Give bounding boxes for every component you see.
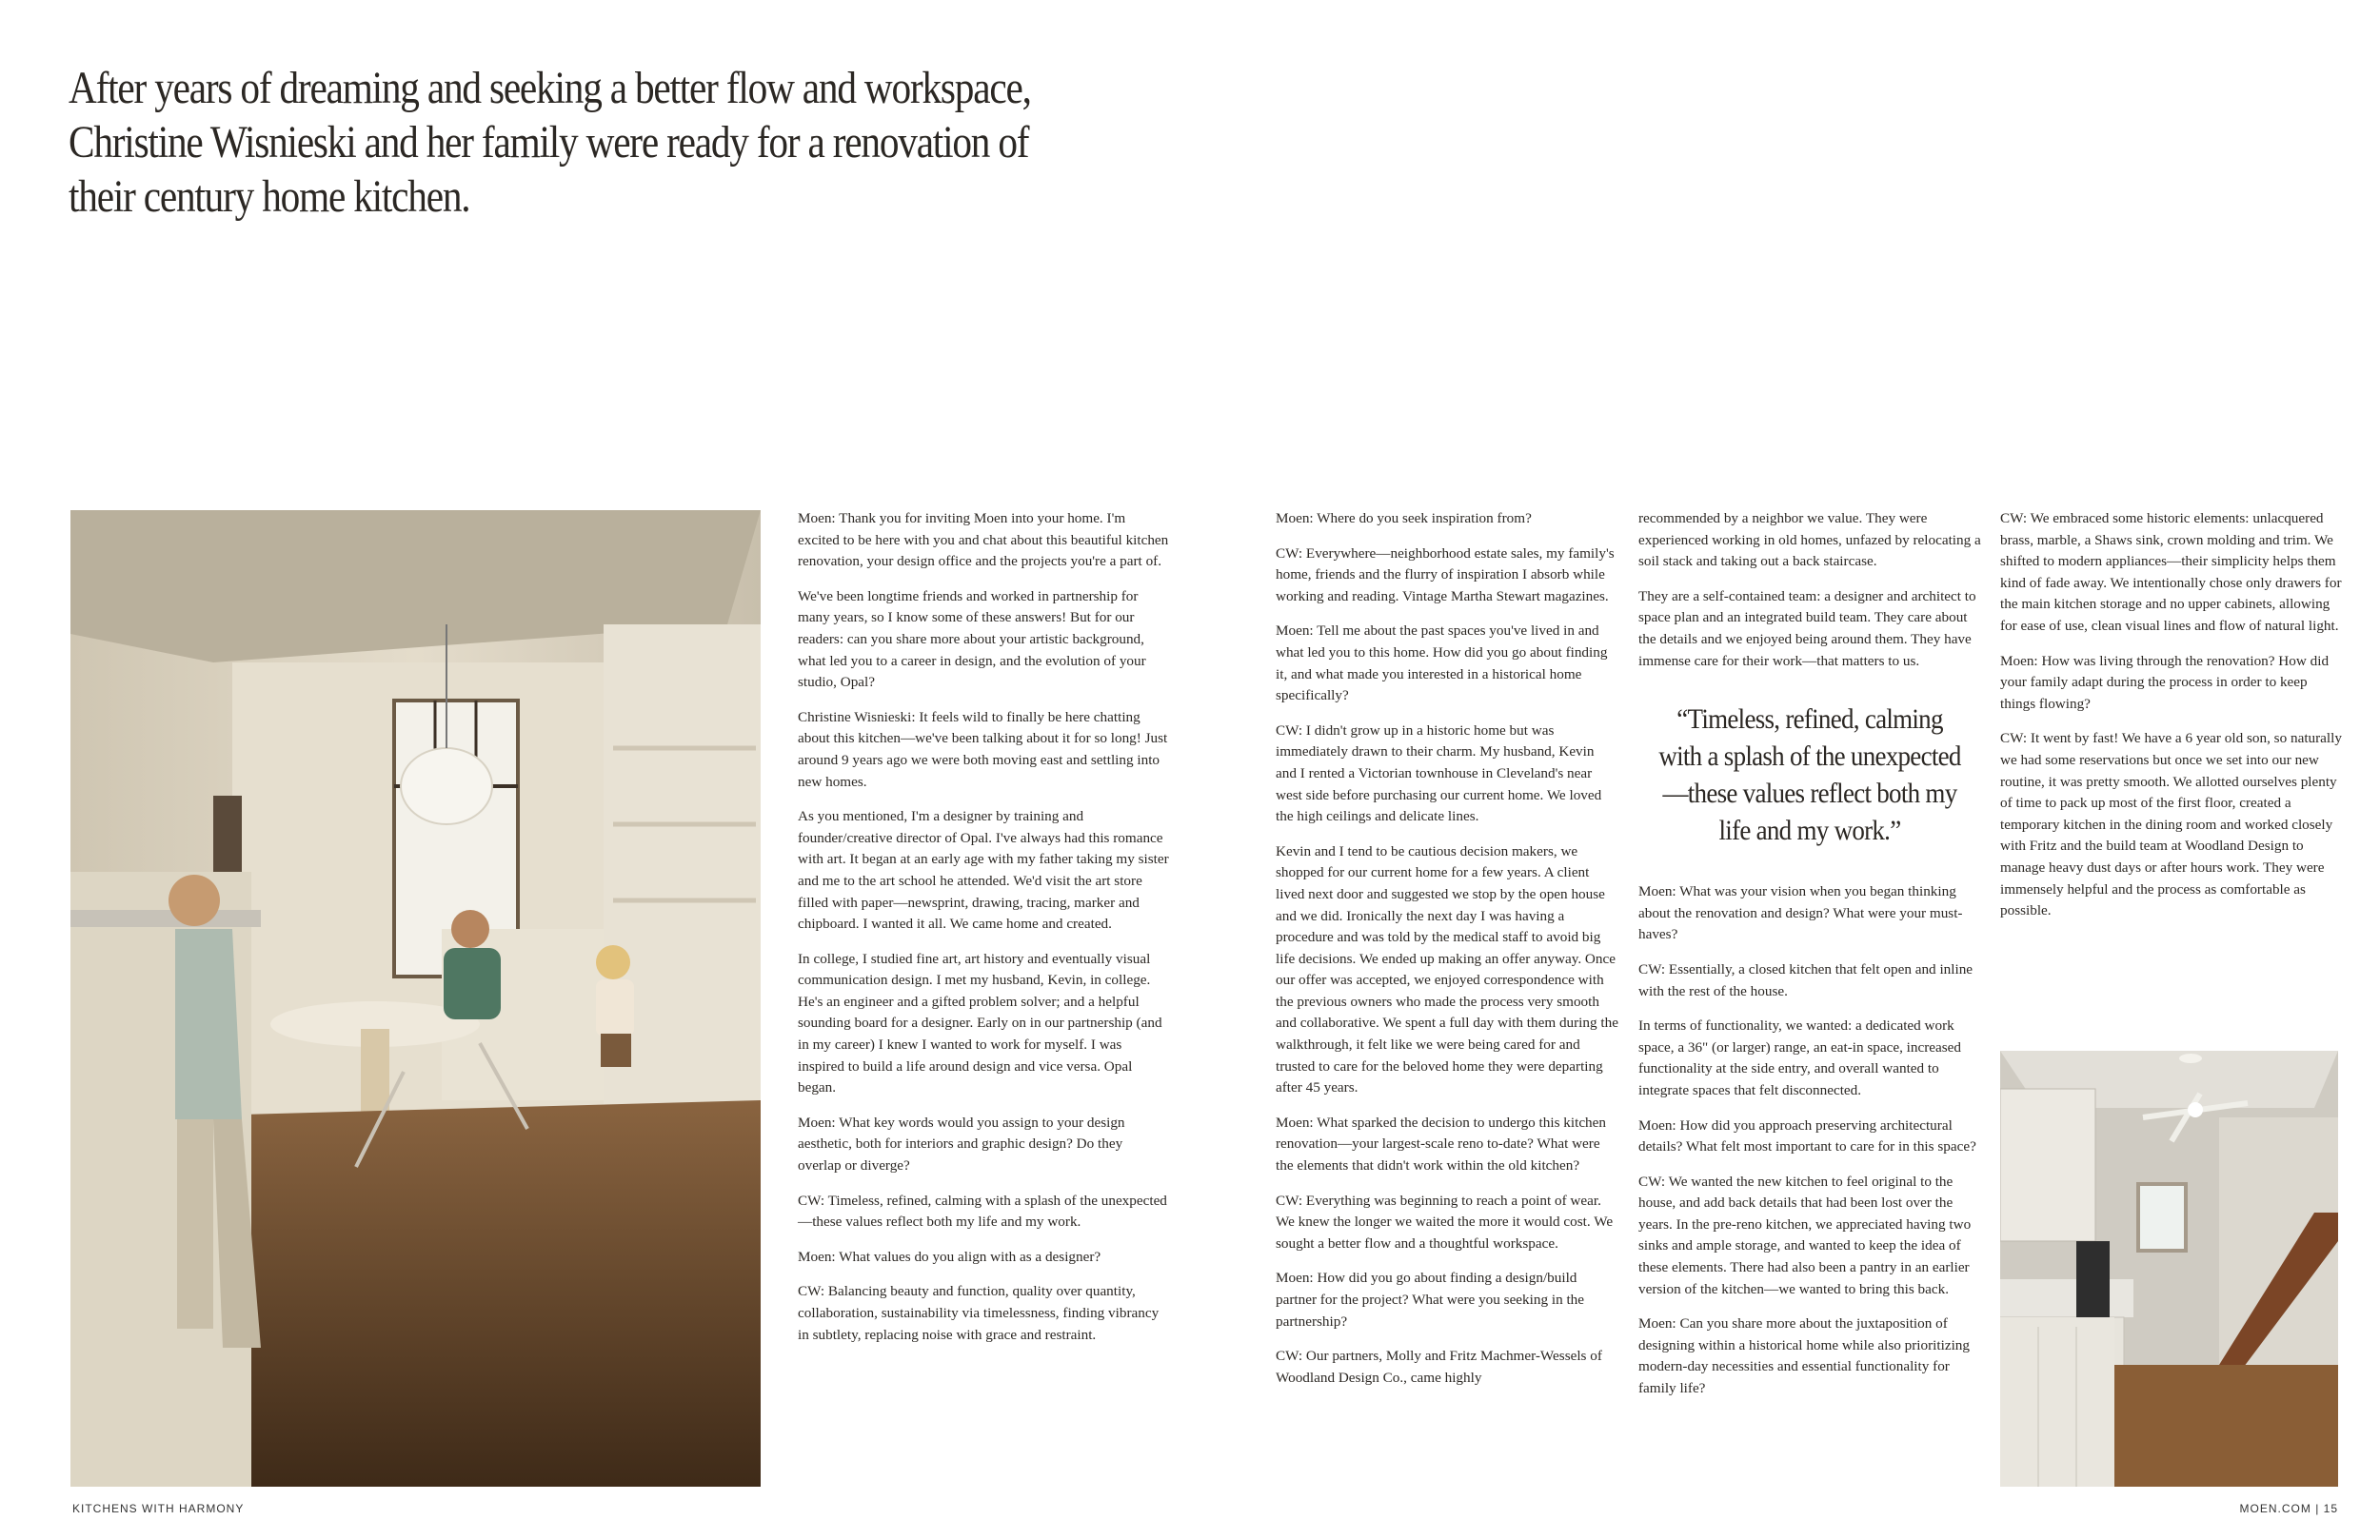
paragraph: Moen: How was living through the renovation? How did your family adapt during the process in order to keep things flowing? <box>2000 652 2330 712</box>
paragraph: Moen: Tell me about the past spaces you've lived in and what led you to this home. How did you go about finding it, and what made you interested in a historical home specifically? <box>1276 622 1608 704</box>
paragraph: Moen: What key words would you assign to your design aesthetic, both for interiors and graphic design? Do they overlap or diverge? <box>798 1114 1125 1175</box>
page-number: MOEN.COM | 15 <box>2239 1502 2338 1515</box>
paragraph: CW: Timeless, refined, calming with a splash of the unexpected—these values reflect both my life and my work. <box>798 1192 1167 1231</box>
article-column-4 <box>2000 508 2343 936</box>
paragraph: Moen: Where do you seek inspiration from? <box>1276 510 1532 526</box>
paragraph: Christine Wisnieski: It feels wild to finally be here chatting about this kitchen—we've been talking about it for so long! Just around 9 years ago we were both moving east and settling into new homes. <box>798 708 1168 790</box>
article-column-2 <box>1276 508 1618 1402</box>
paragraph: CW: Essentially, a closed kitchen that felt open and inline with the rest of the house. <box>1638 960 1973 999</box>
paragraph: Moen: What was your vision when you began thinking about the renovation and design? What were your must-haves? <box>1638 883 1963 943</box>
paragraph: CW: Everything was beginning to reach a point of wear. We knew the longer we waited the more it would cost. We sought a better flow and a thoughtful workspace. <box>1276 1192 1614 1252</box>
paragraph: CW: We embraced some historic elements: unlacquered brass, marble, a Shaws sink, crown molding and trim. We shifted to modern appliances—their simplicity helps them kind of fade away. We intentionally chose only drawers for the main kitchen storage and no upper cabinets, allowing for ease of use, clean visual lines and flow of natural light. <box>2000 510 2342 634</box>
pull-quote: “Timeless, refined, calming with a splash of the unexpected—these values reflect both my life and my work.” <box>1658 703 1961 847</box>
paragraph: We've been longtime friends and worked in partnership for many years, so I know some of these answers! But for our readers: can you share more about your artistic background, what led you to a career in design, and the evolution of your studio, Opal? <box>798 587 1146 691</box>
article-column-1 <box>798 508 1169 1359</box>
paragraph: CW: Balancing beauty and function, quality over quantity, collaboration, sustainability via timelessness, finding vibrancy in subtlety, replacing noise with grace and restraint. <box>798 1283 1160 1343</box>
paragraph: In college, I studied fine art, art history and eventually visual communication design. I met my husband, Kevin, in college. He's an engineer and a gifted problem solver; and a helpful sounding board for a designer. Early on in our partnership (and in my career) I knew I wanted to work for myself. I was inspired to build a life around design and vice versa. Opal began. <box>798 950 1162 1096</box>
paragraph: Moen: What sparked the decision to undergo this kitchen renovation—your largest-scale reno to-date? What were the elements that didn't work within the old kitchen? <box>1276 1114 1606 1175</box>
kitchen-family-photo <box>70 510 761 1487</box>
paragraph: CW: It went by fast! We have a 6 year old son, so naturally we had some reservations but once we set into our new routine, it was pretty smooth. We allotted ourselves plenty of time to pack up most of the first floor, created a temporary kitchen in the dining room and worked closely with Fritz and the build team at Woodland Design to manage heavy dust days or after hours work. They were immensely helpful and the process as comfortable as possible. <box>2000 730 2342 919</box>
paragraph: Moen: How did you go about finding a design/build partner for the project? What were you seeking in the partnership? <box>1276 1270 1585 1330</box>
article-column-3 <box>1638 508 1981 1413</box>
pre-renovation-kitchen-photo <box>2000 1051 2338 1487</box>
paragraph: Moen: What values do you align with as a designer? <box>798 1248 1101 1265</box>
paragraph: CW: Our partners, Molly and Fritz Machmer-Wessels of Woodland Design Co., came highly <box>1276 1348 1602 1386</box>
paragraph: CW: I didn't grow up in a historic home but was immediately drawn to their charm. My husband, Kevin and I rented a Victorian townhouse in Cleveland's near west side before purchasing our current home. We loved the high ceilings and delicate lines. <box>1276 721 1602 825</box>
paragraph: CW: We wanted the new kitchen to feel original to the house, and add back details that had been lost over the years. In the pre-reno kitchen, we appreciated having two sinks and ample storage, and wanted to keep the idea of these elements. There had also been a pantry in an earlier version of the kitchen—we wanted to bring this back. <box>1638 1173 1972 1297</box>
paragraph: CW: Everywhere—neighborhood estate sales, my family's home, friends and the flurry of inspiration I absorb while working and reading. Vintage Martha Stewart magazines. <box>1276 544 1615 604</box>
paragraph: As you mentioned, I'm a designer by training and founder/creative director of Opal. I've always had this romance with art. It began at an early age with my father taking my sister and me to the art school he attended. We'd visit the art store filled with paper—newsprint, drawing, tracing, marker and chipboard. I wanted it all. We came home and created. <box>798 808 1169 933</box>
paragraph: They are a self-contained team: a designer and architect to space plan and an integrated build team. They care about the details and we enjoyed being around them. They have immense care for their work—that matters to us. <box>1638 587 1976 669</box>
headline: After years of dreaming and seeking a better flow and workspace, Christine Wisnieski and her family were ready for a renovation of their century home kitchen. <box>69 63 1031 222</box>
paragraph: Moen: Can you share more about the juxtaposition of designing within a historical home while also prioritizing modern-day necessities and essential functionality for family life? <box>1638 1315 1970 1397</box>
paragraph: In terms of functionality, we wanted: a dedicated work space, a 36" (or larger) range, an eat-in space, increased functionality at the side entry, and overall wanted to integrate spaces that felt disconnected. <box>1638 1017 1962 1098</box>
paragraph: Moen: Thank you for inviting Moen into your home. I'm excited to be here with you and chat about this beautiful kitchen renovation, your design office and the projects you're a part of. <box>798 510 1169 570</box>
paragraph: recommended by a neighbor we value. They were experienced working in old homes, unfazed by relocating a soil stack and taking out a back staircase. <box>1638 510 1981 570</box>
section-label: KITCHENS WITH HARMONY <box>72 1502 245 1515</box>
paragraph: Kevin and I tend to be cautious decision makers, we shopped for our current home for a few years. A client lived next door and suggested we stop by the open house and we did. Ironically the next day I was having a procedure and was told by the medical staff to avoid big life decisions. We ended up making an offer anyway. Once our offer was accepted, we enjoyed correspondence with the previous owners who made the process very smooth and collaborative. We spent a full day with them during the walkthrough, it felt like we were being cared for and trusted to care for the beloved home they were departing after 45 years. <box>1276 842 1618 1096</box>
paragraph: Moen: How did you approach preserving architectural details? What felt most important to care for in this space? <box>1638 1116 1976 1155</box>
